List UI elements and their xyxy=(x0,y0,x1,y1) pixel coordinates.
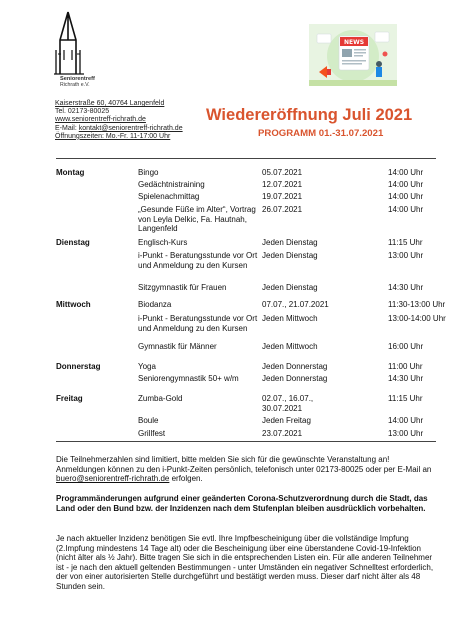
day-label: Freitag xyxy=(56,394,83,403)
registration-info-end: erfolgen. xyxy=(169,474,203,484)
activity-time: 14:00 Uhr xyxy=(388,180,424,189)
page-subtitle: PROGRAMM 01.-31.07.2021 xyxy=(258,128,384,139)
activity-date: Jeden Freitag xyxy=(262,416,311,425)
activity-date: 07.07., 21.07.2021 xyxy=(262,300,329,309)
activity-name: Seniorengymnastik 50+ w/m xyxy=(138,374,239,383)
phone: Tel. 02173-80025 xyxy=(55,108,110,116)
activity-date: 02.07., 16.07., 30.07.2021 xyxy=(262,394,314,413)
activity-date: Jeden Donnerstag xyxy=(262,374,328,383)
day-label: Mittwoch xyxy=(56,300,91,309)
activity-name: Bingo xyxy=(138,168,159,177)
activity-name: Grillfest xyxy=(138,429,166,438)
website-link[interactable]: www.seniorentreff-richrath.de xyxy=(55,116,146,124)
contact-block xyxy=(55,100,183,141)
program-change-notice: Programmänderungen aufgrund einer geänderten Corona-Schutzverordnung durch die Stadt, das Land oder den Bund bzw. der Inzidenzen nach dem Stufenplan bleiben ausdrücklich vorbehalten. xyxy=(56,494,428,513)
activity-name: i-Punkt - Beratungsstunde vor Ort und Anmeldung zu den Kursen xyxy=(138,251,258,270)
activity-date: 12.07.2021 xyxy=(262,180,303,189)
activity-name: Sitzgymnastik für Frauen xyxy=(138,283,227,292)
logo-name: Seniorentreff xyxy=(60,76,95,82)
activity-name: Zumba-Gold xyxy=(138,394,183,403)
activity-time: 14:30 Uhr xyxy=(388,283,424,292)
logo-text xyxy=(60,76,95,88)
activity-date: 05.07.2021 xyxy=(262,168,303,177)
activity-time: 11:15 Uhr xyxy=(388,394,423,403)
email-line xyxy=(55,125,183,133)
church-logo-icon xyxy=(52,10,86,76)
activity-date: Jeden Dienstag xyxy=(262,283,318,292)
office-email-link[interactable]: buero@seniorentreff-richrath.de xyxy=(56,474,170,484)
activity-name: Yoga xyxy=(138,362,156,371)
registration-info-text: Die Teilnehmerzahlen sind limitiert, bitte melden Sie sich für die gewünschte Veranstaltung an! Anmeldungen können zu den i-Punkt-Zeiten persönlich, telefonisch unter 02173-80025 oder per E-Mail an xyxy=(56,455,432,474)
page-title: Wiedereröffnung Juli 2021 xyxy=(206,106,413,124)
address: Kaiserstraße 60, 40764 Langenfeld xyxy=(55,100,165,107)
activity-date: Jeden Mittwoch xyxy=(262,314,318,323)
logo-place: Richrath e.V. xyxy=(60,82,90,88)
activity-name: „Gesunde Füße im Alter“, Vortrag von Leyla Delkic, Fa. Hautnah, Langenfeld xyxy=(138,205,256,233)
divider-top xyxy=(56,158,436,159)
activity-date: 19.07.2021 xyxy=(262,192,303,201)
activity-time: 14:00 Uhr xyxy=(388,168,424,177)
day-label: Donnerstag xyxy=(56,362,101,371)
activity-time: 11:15 Uhr xyxy=(388,238,423,247)
activity-time: 11:00 Uhr xyxy=(388,362,423,371)
activity-name: Englisch-Kurs xyxy=(138,238,188,247)
activity-name: Biodanza xyxy=(138,300,172,309)
activity-time: 13:00 Uhr xyxy=(388,251,424,260)
activity-date: Jeden Dienstag xyxy=(262,251,318,260)
day-label: Montag xyxy=(56,168,85,177)
divider-bottom xyxy=(56,441,436,442)
activity-name: Spielenachmittag xyxy=(138,192,200,201)
activity-name: Gedächtnistraining xyxy=(138,180,205,189)
registration-info xyxy=(56,455,434,484)
activity-date: 23.07.2021 xyxy=(262,429,303,438)
activity-time: 14:00 Uhr xyxy=(388,416,424,425)
activity-name: Boule xyxy=(138,416,159,425)
activity-date: Jeden Dienstag xyxy=(262,238,318,247)
activity-date: 26.07.2021 xyxy=(262,205,303,214)
email-prefix: E-Mail: xyxy=(55,124,79,132)
email-link[interactable]: kontakt@seniorentreff-richrath.de xyxy=(78,124,183,132)
activity-time: 14:00 Uhr xyxy=(388,192,424,201)
activity-name: Gymnastik für Männer xyxy=(138,342,217,351)
opening-hours: Öffnungszeiten: Mo.-Fr. 11-17:00 Uhr xyxy=(55,132,171,140)
activity-time: 14:00 Uhr xyxy=(388,205,424,214)
activity-time: 13:00-14:00 Uhr xyxy=(388,314,446,323)
news-label: NEWS xyxy=(343,39,365,46)
activity-name: i-Punkt - Beratungsstunde vor Ort und Anmeldung zu den Kursen xyxy=(138,314,258,333)
vaccination-info: Je nach aktueller Inzidenz benötigen Sie evtl. Ihre Impfbescheinigung über die vollständige Impfung (2.Impfung mindestens 14 Tage alt) oder die Bescheinigung über eine überstandene Covid-19-Infektion (nicht älter als ½ Jahr). Bitte tragen Sie sich in die entsprechenden Listen ein. Für alle anderen Teilnehmer ist - je nach den aktuell geltenden Bestimmungen - unter Umständen ein negativer Schnelltest erforderlich, der von einer autorisierten Stelle durchgeführt und bestätigt werden muss. Dieser darf nicht älter als 48 Stunden sein. xyxy=(56,534,434,591)
activity-date: Jeden Mittwoch xyxy=(262,342,318,351)
activity-time: 13:00 Uhr xyxy=(388,429,424,438)
activity-time: 16:00 Uhr xyxy=(388,342,424,351)
day-label: Dienstag xyxy=(56,238,90,247)
activity-time: 14:30 Uhr xyxy=(388,374,424,383)
news-illustration-icon xyxy=(309,24,397,86)
activity-time: 11:30-13:00 Uhr xyxy=(388,300,446,309)
activity-date: Jeden Donnerstag xyxy=(262,362,328,371)
